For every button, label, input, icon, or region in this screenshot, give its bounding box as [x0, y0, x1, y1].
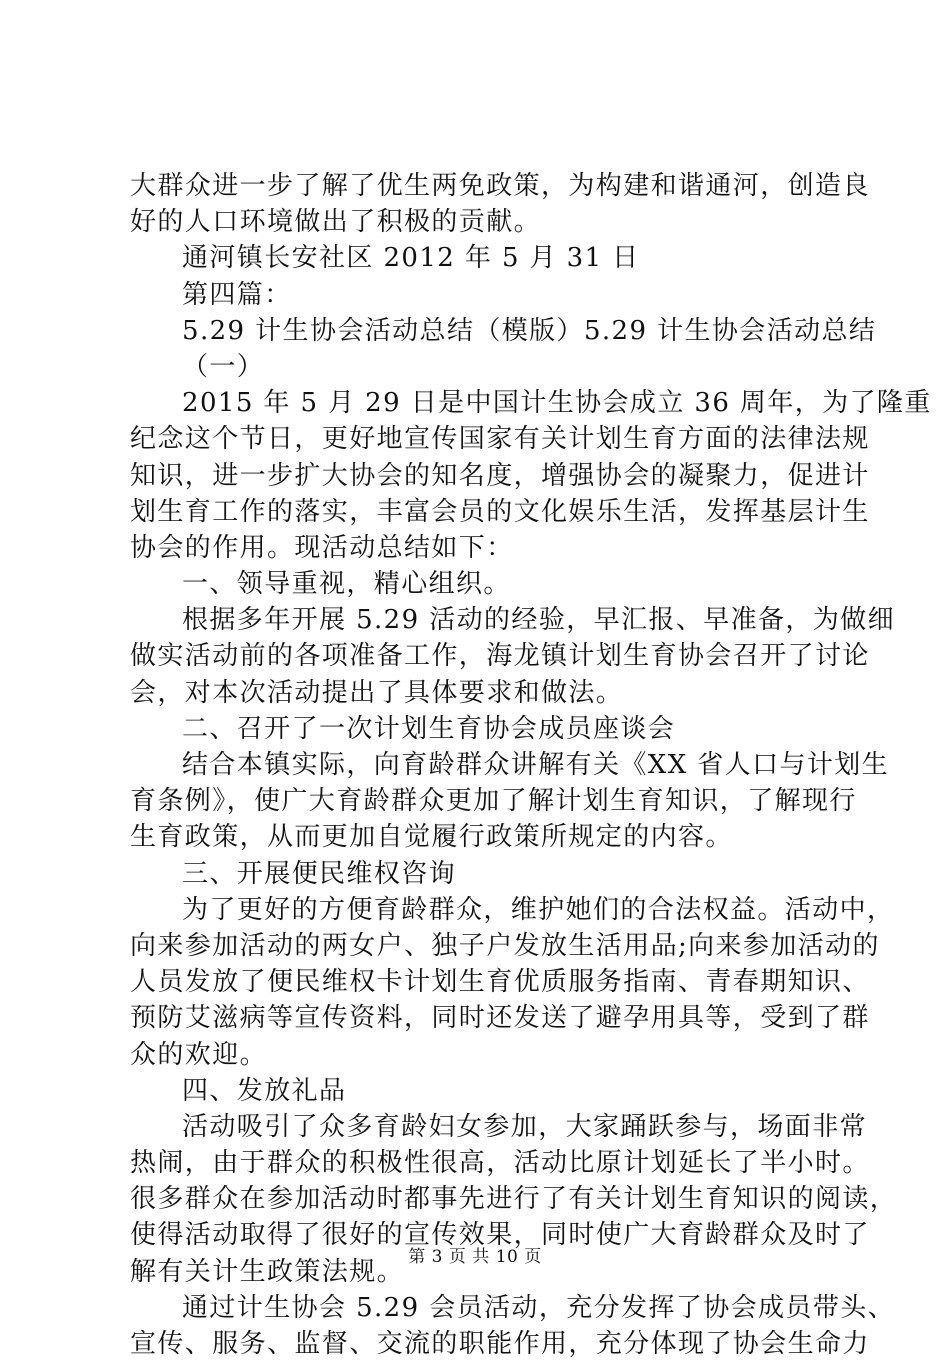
- text-line: 热闹，由于群众的积极性很高，活动比原计划延长了半小时。: [130, 1148, 870, 1179]
- text-line: 众的欢迎。: [130, 1039, 268, 1070]
- text-line: 活动吸引了众多育龄妇女参加，大家踊跃参与，场面非常: [182, 1111, 868, 1142]
- text-line: 很多群众在参加活动时都事先进行了有关计划生育知识的阅读，: [130, 1184, 898, 1215]
- text-line: 协会的作用。现活动总结如下：: [130, 532, 514, 563]
- text-line: 一、领导重视，精心组织。: [182, 569, 511, 600]
- text-line: 划生育工作的落实，丰富会员的文化娱乐生活，发挥基层计生: [130, 496, 870, 527]
- text-line: 会，对本次活动提出了具体要求和做法。: [130, 677, 624, 708]
- text-line: 育条例》，使广大育龄群众更加了解计划生育知识，了解现行: [130, 786, 857, 817]
- text-line: 向来参加活动的两女户、独子户发放生活用品;向来参加活动的: [130, 930, 880, 961]
- text-line: 人员发放了便民维权卡计划生育优质服务指南、青春期知识、: [130, 967, 870, 998]
- text-line: 大群众进一步了解了优生两免政策，为构建和谐通河，创造良: [130, 171, 870, 201]
- page-footer: 第 3 页 共 10 页: [408, 1247, 542, 1267]
- text-line: 2015 年 5 月 29 日是中国计生协会成立 36 周年，为了隆重: [182, 388, 932, 419]
- text-line: 第四篇：: [182, 279, 292, 310]
- text-line: 预防艾滋病等宣传资料，同时还发送了避孕用具等，受到了群: [130, 1003, 870, 1034]
- text-line: 根据多年开展 5.29 活动的经验，早汇报、早准备，为做细: [182, 605, 896, 636]
- text-line: 通河镇长安社区 2012 年 5 月 31 日: [182, 243, 640, 274]
- text-line: 使得活动取得了很好的宣传效果，同时使广大育龄群众及时了: [130, 1220, 870, 1251]
- text-line: 解有关计生政策法规。: [130, 1256, 405, 1287]
- text-line: 为了更好的方便育龄群众，维护她们的合法权益。活动中，: [182, 894, 895, 925]
- document-body: [130, 168, 932, 1362]
- text-line: 四、发放礼品: [182, 1075, 347, 1106]
- text-line: 5.29 计生协会活动总结（模版）5.29 计生协会活动总结: [182, 315, 877, 346]
- text-line: 三、开展便民维权咨询: [182, 858, 457, 889]
- text-line: 通过计生协会 5.29 会员活动，充分发挥了协会成员带头、: [182, 1292, 896, 1323]
- text-line: 纪念这个节日，更好地宣传国家有关计划生育方面的法律法规: [130, 424, 870, 455]
- text-line: 知识，进一步扩大协会的知名度，增强协会的凝聚力，促进计: [130, 460, 870, 491]
- text-line: 二、召开了一次计划生育协会成员座谈会: [182, 713, 676, 744]
- text-line: 生育政策，从而更加自觉履行政策所规定的内容。: [130, 822, 733, 853]
- text-line: 好的人口环境做出了积极的贡献。: [130, 207, 542, 238]
- text-line: 结合本镇实际，向育龄群众讲解有关《XX 省人口与计划生: [182, 750, 890, 780]
- text-line: 宣传、服务、监督、交流的职能作用，充分体现了协会生命力: [130, 1329, 870, 1359]
- text-line: 做实活动前的各项准备工作，海龙镇计划生育协会召开了讨论: [130, 641, 870, 672]
- text-line: （一）: [182, 351, 265, 382]
